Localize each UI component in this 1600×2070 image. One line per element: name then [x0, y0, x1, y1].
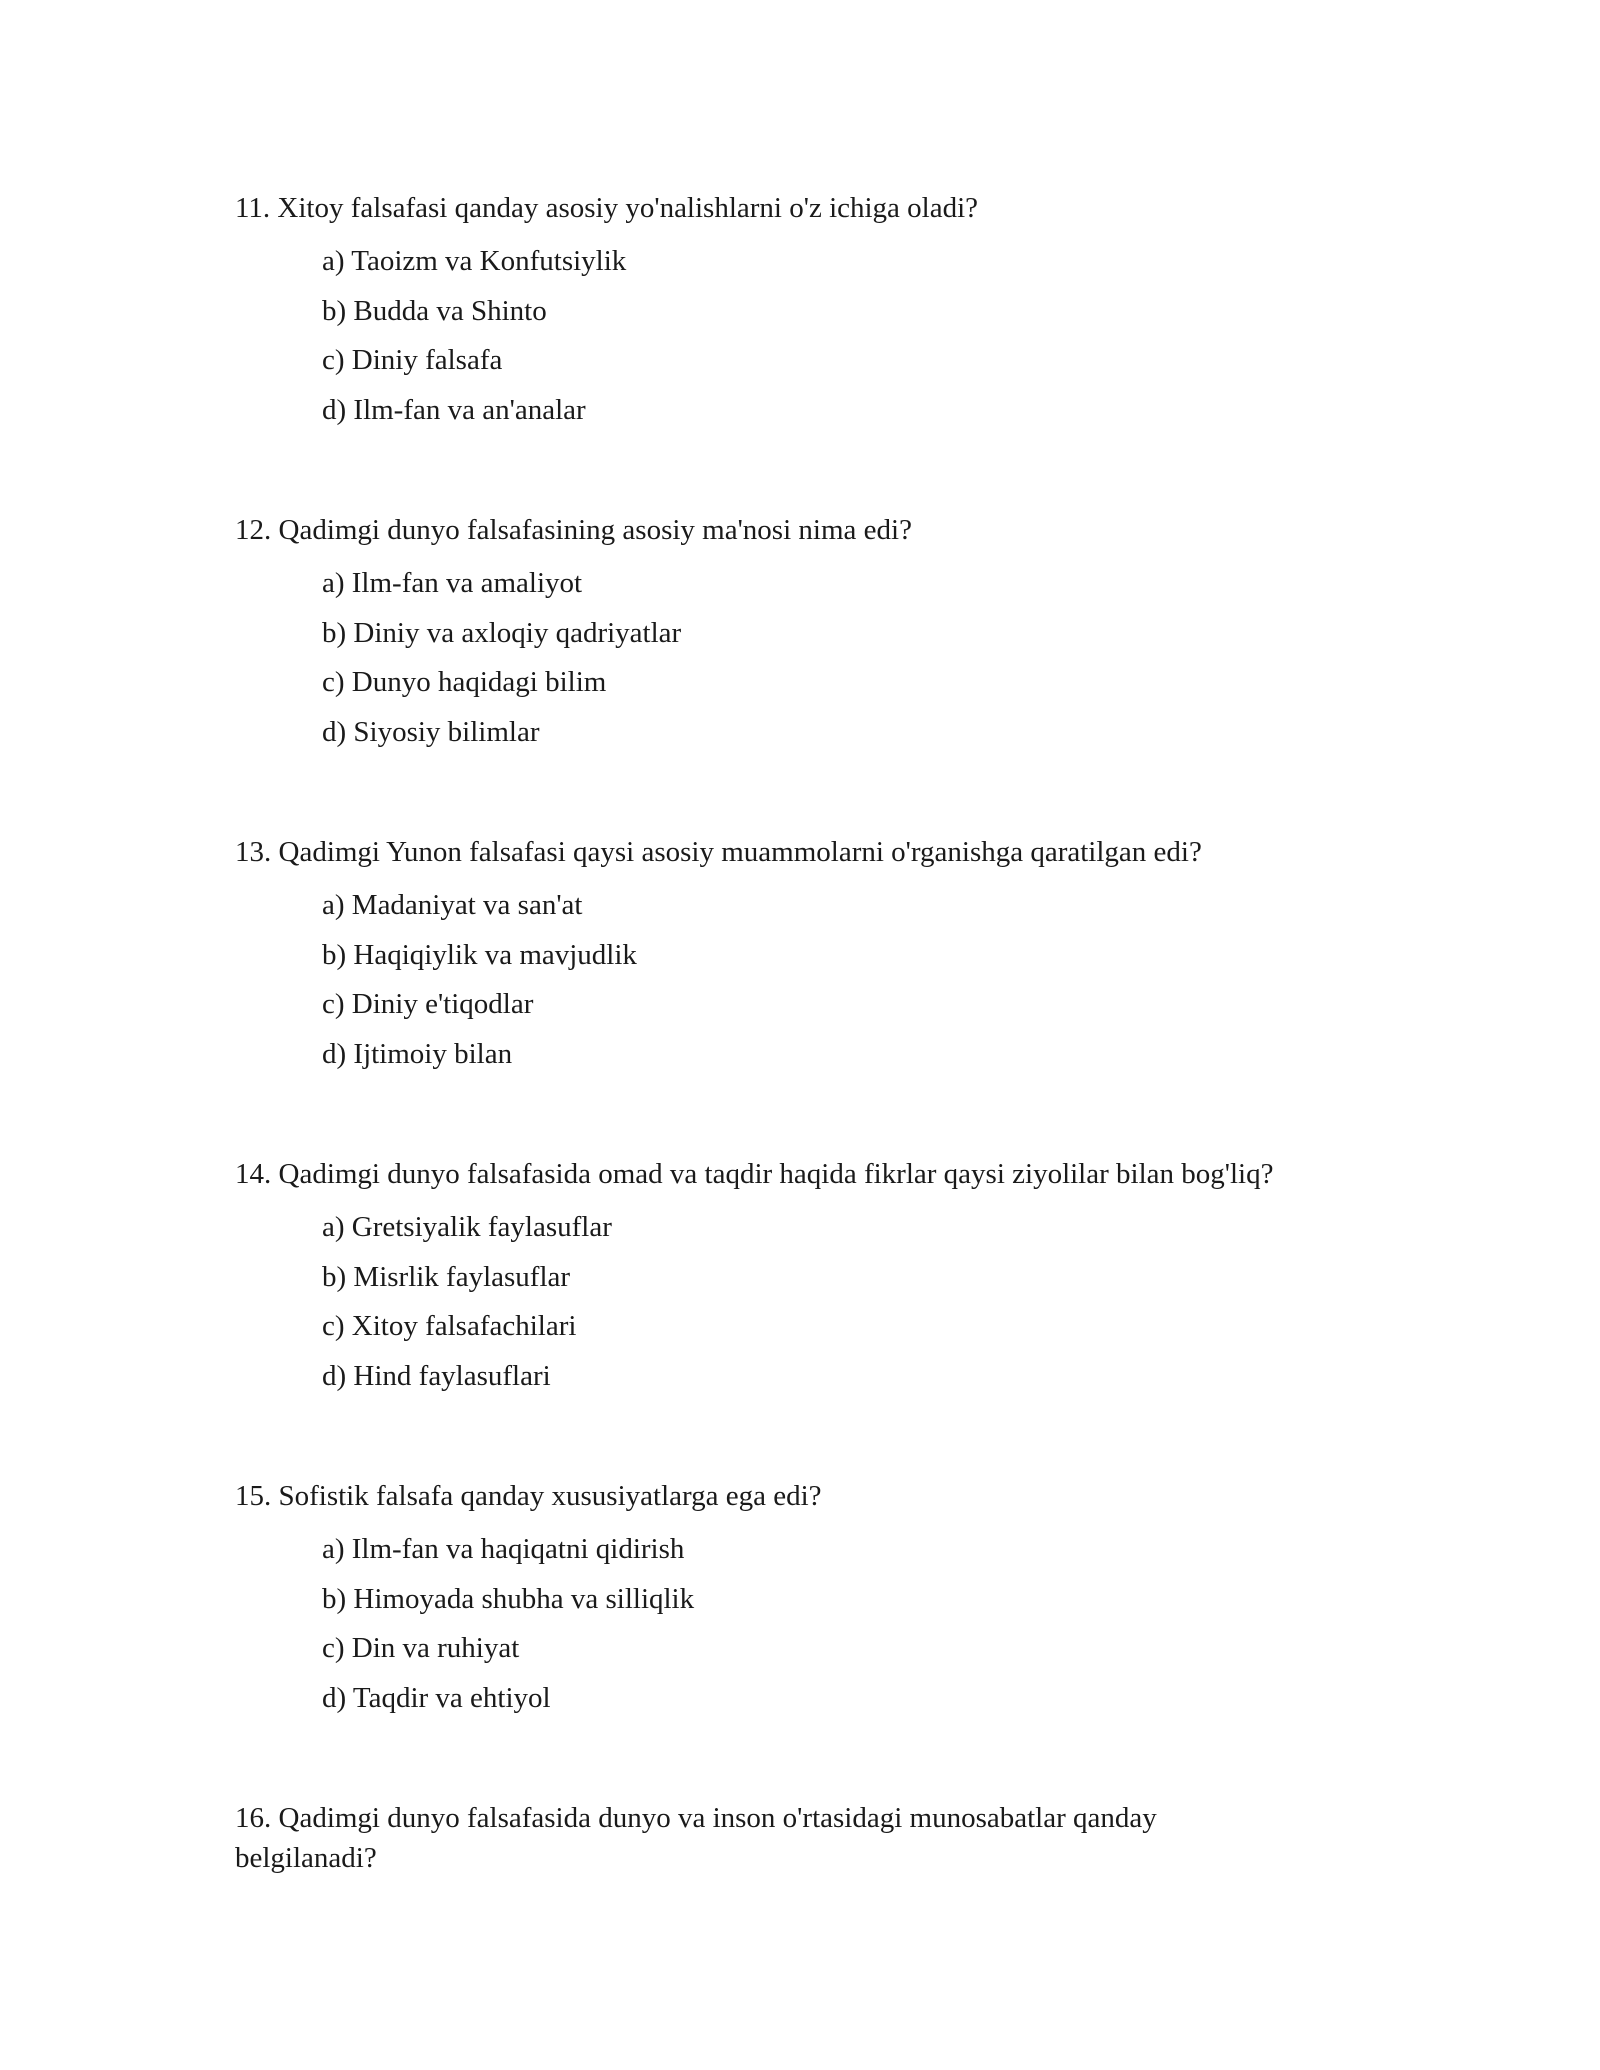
answer-option-a: a) Gretsiyalik faylasuflar	[322, 1211, 612, 1243]
answer-options	[235, 1211, 1385, 1409]
answer-option-a: a) Ilm-fan va amaliyot	[322, 567, 583, 599]
answer-option-d: d) Ijtimoiy bilan	[322, 1037, 513, 1070]
question-text: 14. Qadimgi dunyo falsafasida omad va taqdir haqida fikrlar qaysi ziyolilar bilan bog'liq?	[235, 1158, 1274, 1190]
question-text: 16. Qadimgi dunyo falsafasida dunyo va inson o'rtasidagi munosabatlar qanday belgilanadi?	[235, 1802, 1157, 1874]
answer-option-a: a) Madaniyat va san'at	[322, 889, 583, 921]
question-16	[235, 1798, 1255, 1878]
answer-option-a: a) Taoizm va Konfutsiylik	[322, 245, 627, 277]
question-13	[235, 832, 1385, 1087]
question-11	[235, 188, 1385, 443]
question-15	[235, 1476, 1385, 1731]
answer-option-d: d) Siyosiy bilimlar	[322, 715, 540, 748]
answer-option-d: d) Taqdir va ehtiyol	[322, 1681, 551, 1714]
answer-option-a: a) Ilm-fan va haqiqatni qidirish	[322, 1533, 685, 1565]
answer-option-b: b) Haqiqiylik va mavjudlik	[322, 938, 637, 971]
answer-options	[235, 567, 1385, 765]
question-text: 12. Qadimgi dunyo falsafasining asosiy ma'nosi nima edi?	[235, 514, 912, 546]
answer-option-b: b) Budda va Shinto	[322, 294, 547, 327]
answer-option-b: b) Misrlik faylasuflar	[322, 1260, 571, 1293]
answer-option-c: c) Diniy e'tiqodlar	[322, 988, 534, 1020]
question-text: 11. Xitoy falsafasi qanday asosiy yo'nalishlarni o'z ichiga oladi?	[235, 192, 979, 224]
answer-options	[235, 889, 1385, 1087]
question-text: 15. Sofistik falsafa qanday xususiyatlarga ega edi?	[235, 1480, 822, 1512]
question-12	[235, 510, 1385, 765]
answer-options	[235, 1533, 1385, 1731]
answer-option-b: b) Diniy va axloqiy qadriyatlar	[322, 616, 682, 649]
answer-options	[235, 245, 1385, 443]
answer-option-b: b) Himoyada shubha va silliqlik	[322, 1582, 695, 1615]
question-text: 13. Qadimgi Yunon falsafasi qaysi asosiy muammolarni o'rganishga qaratilgan edi?	[235, 836, 1202, 868]
answer-option-c: c) Diniy falsafa	[322, 344, 503, 376]
question-14	[235, 1154, 1385, 1409]
answer-option-d: d) Hind faylasuflari	[322, 1359, 551, 1392]
answer-option-c: c) Dunyo haqidagi bilim	[322, 666, 607, 698]
answer-option-c: c) Din va ruhiyat	[322, 1632, 520, 1664]
answer-option-c: c) Xitoy falsafachilari	[322, 1310, 577, 1342]
answer-option-d: d) Ilm-fan va an'analar	[322, 393, 586, 426]
